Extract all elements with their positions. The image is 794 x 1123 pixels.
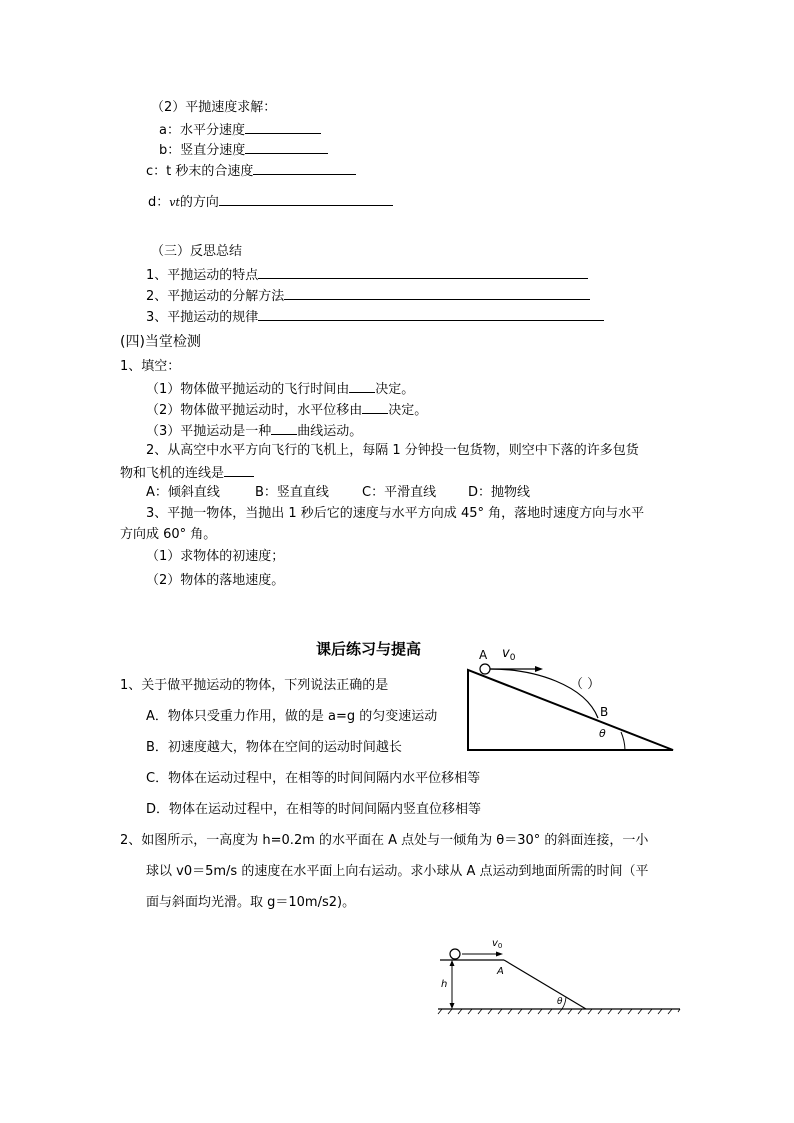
practice-q1-paren: （ ） — [570, 677, 601, 692]
check-q3-line1: 3、平抛一物体，当抛出 1 秒后它的速度与水平方向成 45° 角，落地时速度方向与水平 — [146, 506, 645, 521]
label-theta: θ — [599, 727, 606, 740]
sec2-item-a: a：水平分速度 — [159, 121, 321, 139]
answer-blank[interactable] — [219, 193, 393, 206]
reflection-item-1: 1、平抛运动的特点 — [146, 266, 588, 284]
sec2-item-b: b：竖直分速度 — [159, 141, 328, 159]
ball-icon — [450, 949, 460, 959]
label-v0: $v_0$ — [502, 646, 516, 663]
ball-icon — [480, 664, 490, 674]
practice-q2-line1: 2、如图所示，一高度为 h=0.2m 的水平面在 A 点处与一倾角为 θ＝30° 的斜面连接，一小 — [120, 833, 649, 848]
sec2-item-c: c：t 秒末的合速度 — [146, 162, 356, 180]
sec2-item-d: d：vt的方向 — [148, 193, 393, 211]
practice-q1-opt-c: C．物体在运动过程中，在相等的时间间隔内水平位移相等 — [146, 771, 481, 786]
answer-blank[interactable] — [253, 162, 356, 175]
check-q2-opt-d: D：抛物线 — [468, 485, 531, 500]
sec2-heading: （2）平抛速度求解： — [151, 100, 277, 115]
label-h: h — [441, 979, 448, 990]
practice-q2-line2: 球以 v0＝5m/s 的速度在水平面上向右运动。求小球从 A 点运动到地面所需的时间（平 — [146, 864, 649, 879]
check-q2-opt-c: C：平滑直线 — [362, 485, 437, 500]
answer-blank[interactable] — [349, 380, 375, 393]
arrow-down-icon — [450, 1003, 455, 1009]
trajectory-curve — [490, 669, 601, 718]
incline-figure — [460, 640, 680, 755]
platform-figure — [434, 934, 684, 1016]
label-b: B — [600, 705, 609, 719]
check-q2-opt-b: B：竖直直线 — [255, 485, 329, 500]
check-q1-2: （2）物体做平抛运动时，水平位移由 决定。 — [146, 403, 428, 418]
label-theta: θ — [557, 997, 563, 1007]
angle-arc — [621, 732, 625, 750]
check-fill-label: 1、填空： — [120, 359, 181, 374]
answer-blank[interactable] — [271, 422, 297, 435]
check-q1-3: （3）平抛运动是一种 曲线运动。 — [146, 424, 363, 439]
practice-q1-opt-d: D．物体在运动过程中，在相等的时间间隔内竖直位移相等 — [146, 802, 482, 817]
label-v0: $v_0$ — [492, 938, 503, 950]
answer-blank[interactable] — [224, 464, 254, 477]
arrow-icon — [496, 952, 503, 957]
practice-q2-line3: 面与斜面均光滑。取 g＝10m/s2)。 — [146, 895, 356, 910]
check-q2-line1: 2、从高空中水平方向飞行的飞机上，每隔 1 分钟投一包货物，则空中下落的许多包货 — [146, 443, 639, 458]
check-q3-sub1: （1）求物体的初速度； — [146, 549, 285, 564]
reflection-heading: （三）反思总结 — [151, 244, 243, 259]
arrow-up-icon — [450, 960, 455, 966]
ground-hatching — [438, 1009, 680, 1014]
check-q2-line2: 物和飞机的连线是 — [120, 464, 254, 482]
answer-blank[interactable] — [245, 141, 328, 154]
vt-symbol: vt — [169, 196, 180, 209]
angle-arc — [562, 997, 566, 1009]
check-q2-opt-a: A：倾斜直线 — [146, 485, 220, 500]
check-q1-1: （1）物体做平抛运动的飞行时间由 决定。 — [146, 382, 415, 397]
answer-blank[interactable] — [258, 308, 604, 321]
answer-blank[interactable] — [284, 287, 590, 300]
practice-q1-opt-a: A．物体只受重力作用，做的是 a=g 的匀变速运动 — [146, 709, 438, 724]
answer-blank[interactable] — [245, 121, 321, 134]
practice-q1-opt-b: B．初速度越大，物体在空间的运动时间越长 — [146, 740, 402, 755]
practice-title: 课后练习与提高 — [316, 640, 422, 658]
check-heading: (四)当堂检测 — [120, 334, 201, 350]
practice-q1: 1、关于做平抛运动的物体，下列说法正确的是 — [120, 678, 389, 693]
check-q3-sub2: （2）物体的落地速度。 — [146, 573, 285, 588]
arrow-icon — [535, 666, 543, 672]
check-q3-line2: 方向成 60° 角。 — [120, 527, 217, 542]
reflection-item-2: 2、平抛运动的分解方法 — [146, 287, 590, 305]
reflection-item-3: 3、平抛运动的规律 — [146, 308, 604, 326]
label-a: A — [479, 648, 488, 662]
answer-blank[interactable] — [362, 401, 388, 414]
answer-blank[interactable] — [258, 266, 588, 279]
label-a: A — [497, 966, 504, 977]
